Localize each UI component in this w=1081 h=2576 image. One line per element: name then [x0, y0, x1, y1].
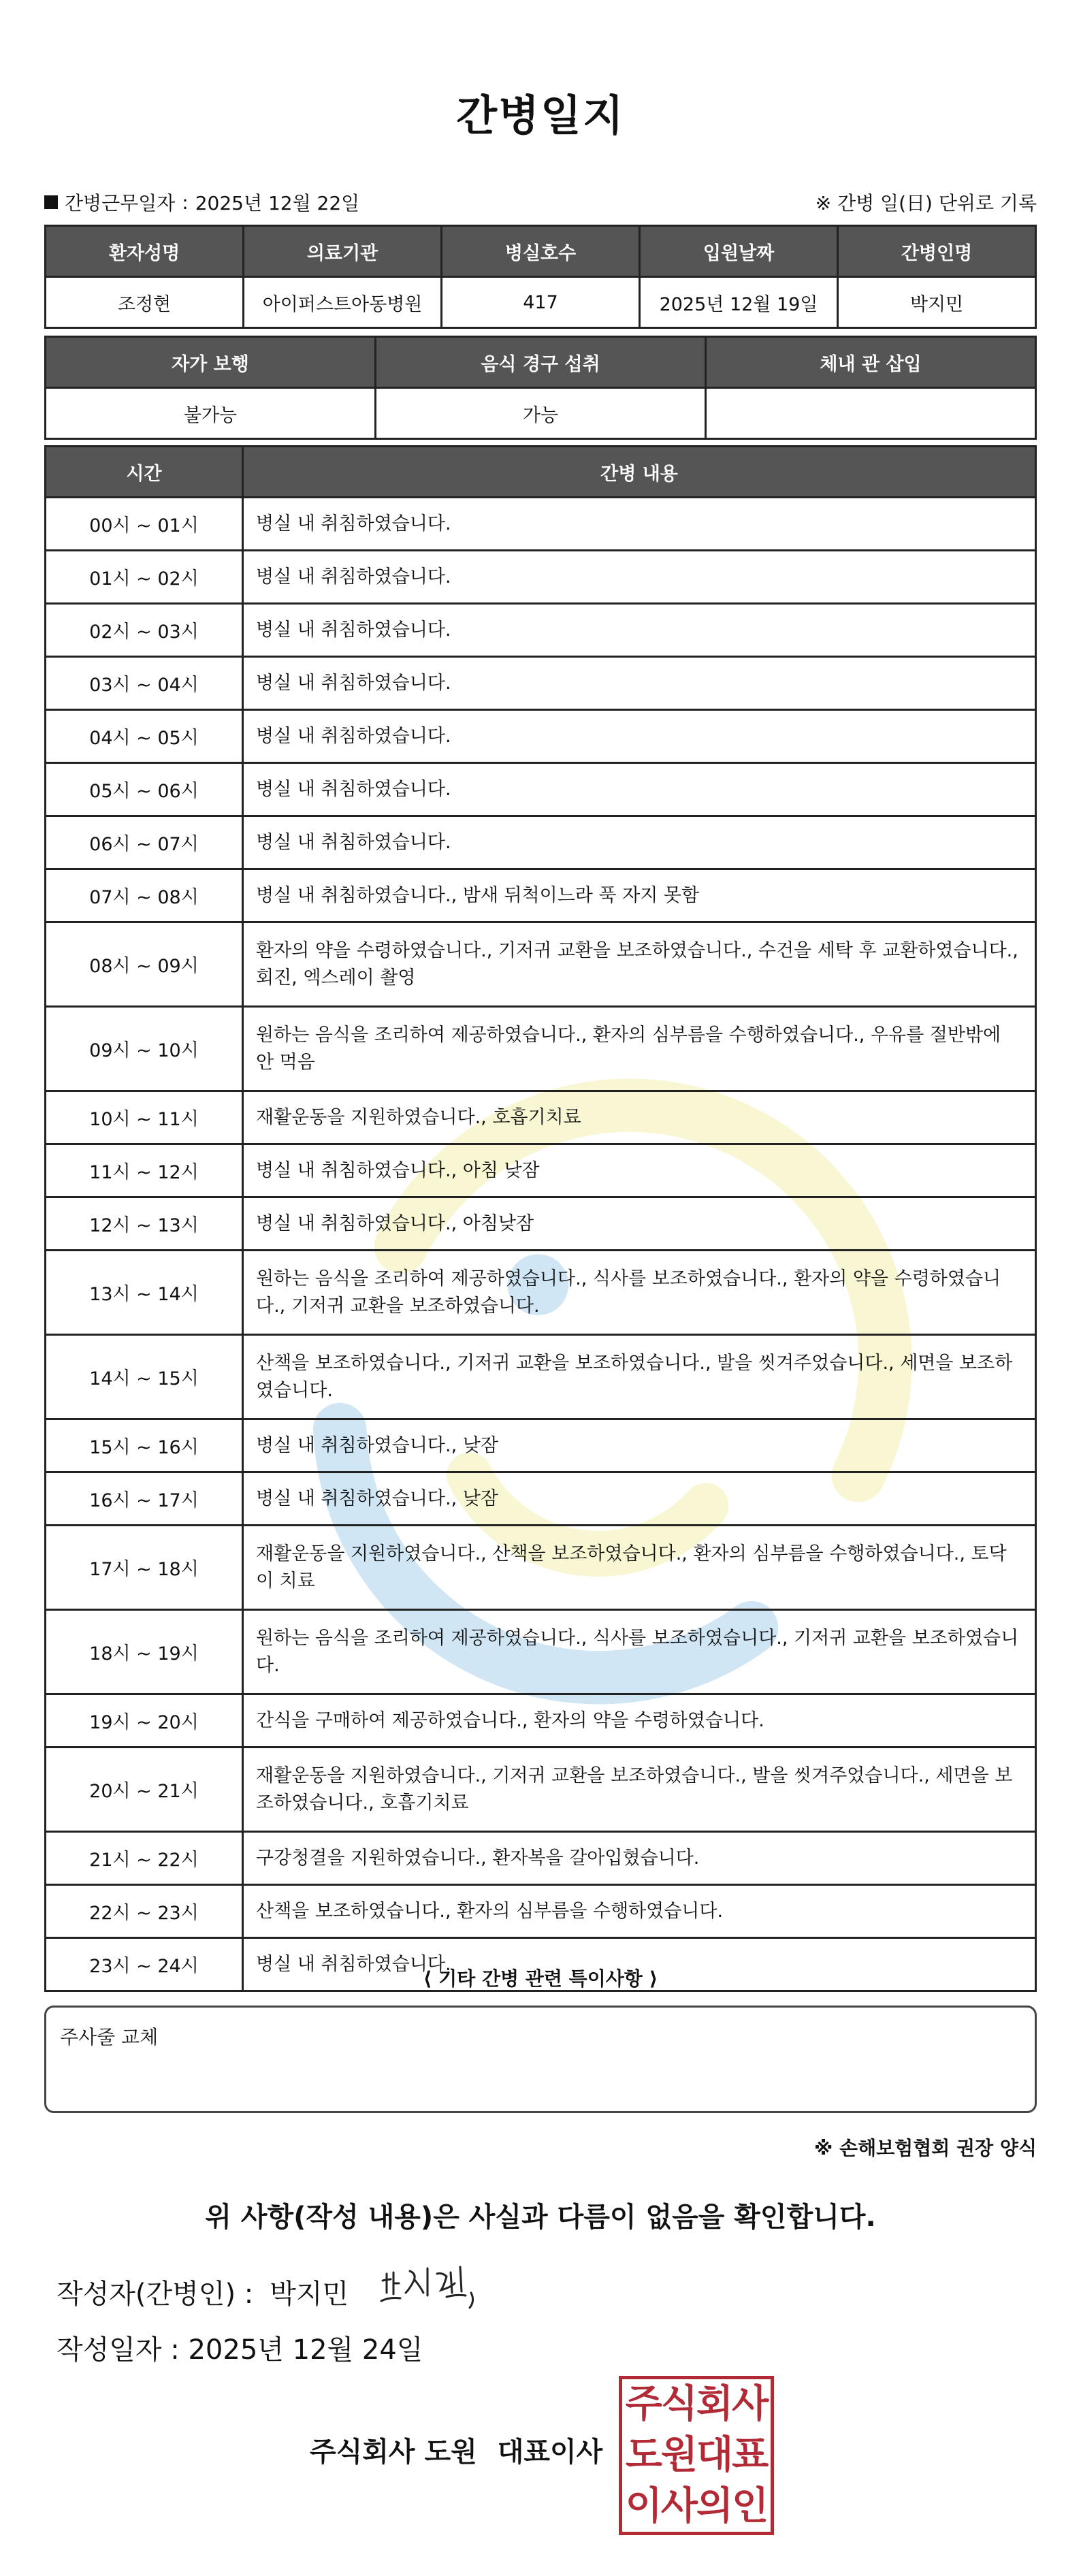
log-content-cell: 병실 내 취침하였습니다.	[243, 710, 1036, 763]
log-time-cell: 17시 ~ 18시	[46, 1526, 243, 1610]
tube-insertion-value	[706, 388, 1036, 439]
table-row	[46, 1144, 1036, 1197]
log-content-cell: 병실 내 취침하였습니다.	[243, 763, 1036, 816]
caregiver-name-header: 간병인명	[838, 226, 1036, 277]
seal-line-3: 이사의인	[625, 2483, 768, 2528]
company-signature-line	[310, 2430, 602, 2469]
content-header: 간병 내용	[243, 447, 1036, 498]
patient-info-table	[44, 225, 1037, 329]
patient-name-header: 환자성명	[46, 226, 244, 277]
seal-line-1: 주식회사	[625, 2382, 768, 2427]
log-time-cell: 05시 ~ 06시	[46, 763, 243, 816]
log-time-cell: 12시 ~ 13시	[46, 1197, 243, 1251]
log-time-cell: 16시 ~ 17시	[46, 1472, 243, 1526]
log-content-cell: 재활운동을 지원하였습니다., 호흡기치료	[243, 1091, 1036, 1144]
notes-text: 주사줄 교체	[60, 2026, 159, 2048]
log-content-cell: 재활운동을 지원하였습니다., 산책을 보조하였습니다., 환자의 심부름을 수행하였습니다., 토닥이 치료	[243, 1526, 1036, 1610]
company-seal-stamp	[619, 2376, 774, 2535]
written-date-label: 작성일자 :	[57, 2334, 180, 2366]
log-time-cell: 19시 ~ 20시	[46, 1694, 243, 1748]
table-row	[46, 1748, 1036, 1832]
table-row	[46, 1091, 1036, 1144]
log-content-cell: 원하는 음식을 조리하여 제공하였습니다., 식사를 보조하였습니다., 환자의 약을 수령하였습니다., 기저귀 교환을 보조하였습니다.	[243, 1251, 1036, 1335]
table-row	[46, 1419, 1036, 1472]
notes-title: ⟨ 기타 간병 관련 특이사항 ⟩	[423, 1967, 658, 1990]
caregiver-name-value: 박지민	[838, 277, 1036, 328]
log-time-cell: 09시 ~ 10시	[46, 1007, 243, 1091]
written-date-line	[57, 2328, 423, 2367]
care-log-rows	[46, 498, 1036, 1991]
work-date-label: 간병근무일자	[65, 192, 176, 214]
log-time-cell: 07시 ~ 08시	[46, 869, 243, 922]
log-time-cell: 22시 ~ 23시	[46, 1885, 243, 1938]
log-content-cell: 병실 내 취침하였습니다., 아침낮잠	[243, 1197, 1036, 1251]
patient-name-value: 조정현	[46, 277, 244, 328]
log-content-cell: 환자의 약을 수령하였습니다., 기저귀 교환을 보조하였습니다., 수건을 세탁 후 교환하였습니다., 회진, 엑스레이 촬영	[243, 922, 1036, 1007]
log-content-cell: 산책을 보조하였습니다., 환자의 심부름을 수행하였습니다.	[243, 1885, 1036, 1938]
page-title: 간병일지	[456, 91, 625, 140]
log-content-cell: 병실 내 취침하였습니다., 낮잠	[243, 1419, 1036, 1472]
room-number-value: 417	[442, 277, 640, 328]
table-row	[46, 1472, 1036, 1526]
notes-box	[44, 2006, 1037, 2113]
table-row	[46, 922, 1036, 1007]
table-row	[46, 498, 1036, 551]
table-row	[46, 657, 1036, 710]
log-content-cell: 원하는 음식을 조리하여 제공하였습니다., 식사를 보조하였습니다., 기저귀 교환을 보조하였습니다.	[243, 1610, 1036, 1694]
company-title: 대표이사	[497, 2436, 603, 2468]
log-time-cell: 23시 ~ 24시	[46, 1938, 243, 1991]
writer-line	[57, 2272, 349, 2311]
log-content-cell: 병실 내 취침하였습니다.	[243, 657, 1036, 710]
work-date-separator: :	[182, 191, 189, 214]
walking-header: 자가 보행	[46, 337, 376, 388]
oral-intake-header: 음식 경구 섭취	[375, 337, 705, 388]
table-row	[46, 604, 1036, 657]
time-header: 시간	[46, 447, 243, 498]
seal-line-2: 도원대표	[625, 2432, 768, 2477]
log-time-cell: 04시 ~ 05시	[46, 710, 243, 763]
table-row	[46, 1526, 1036, 1610]
log-time-cell: 10시 ~ 11시	[46, 1091, 243, 1144]
log-time-cell: 21시 ~ 22시	[46, 1832, 243, 1885]
log-content-cell: 간식을 구매하여 제공하였습니다., 환자의 약을 수령하였습니다.	[243, 1694, 1036, 1748]
walking-value: 불가능	[46, 388, 376, 439]
work-date-value: 2025년 12월 22일	[195, 192, 360, 214]
room-number-header: 병실호수	[442, 226, 640, 277]
log-content-cell: 병실 내 취침하였습니다.	[243, 1938, 1036, 1991]
log-time-cell: 15시 ~ 16시	[46, 1419, 243, 1472]
tube-insertion-header: 체내 관 삽입	[706, 337, 1036, 388]
ability-info-table	[44, 336, 1037, 440]
table-row	[46, 1197, 1036, 1251]
admission-date-value: 2025년 12월 19일	[640, 277, 838, 328]
table-row	[46, 1694, 1036, 1748]
log-content-cell: 산책을 보조하였습니다., 기저귀 교환을 보조하였습니다., 발을 씻겨주었습니다., 세면을 보조하였습니다.	[243, 1335, 1036, 1419]
log-content-cell: 원하는 음식을 조리하여 제공하였습니다., 환자의 심부름을 수행하였습니다., 우유를 절반밖에 안 먹음	[243, 1007, 1036, 1091]
table-row	[46, 1007, 1036, 1091]
table-row	[46, 1251, 1036, 1335]
log-content-cell: 병실 내 취침하였습니다.	[243, 816, 1036, 869]
log-time-cell: 08시 ~ 09시	[46, 922, 243, 1007]
log-content-cell: 병실 내 취침하였습니다., 낮잠	[243, 1472, 1036, 1526]
log-time-cell: 03시 ~ 04시	[46, 657, 243, 710]
care-log-table	[44, 445, 1037, 1992]
table-row	[46, 869, 1036, 922]
table-row	[46, 816, 1036, 869]
log-content-cell: 병실 내 취침하였습니다.	[243, 498, 1036, 551]
log-time-cell: 00시 ~ 01시	[46, 498, 243, 551]
log-time-cell: 01시 ~ 02시	[46, 551, 243, 604]
table-row	[46, 1885, 1036, 1938]
log-time-cell: 14시 ~ 15시	[46, 1335, 243, 1419]
table-row	[46, 710, 1036, 763]
log-content-cell: 구강청결을 지원하였습니다., 환자복을 갈아입혔습니다.	[243, 1832, 1036, 1885]
log-content-cell: 병실 내 취침하였습니다.	[243, 551, 1036, 604]
recommend-note: ※ 손해보험협회 권장 양식	[814, 2137, 1037, 2159]
log-content-cell: 병실 내 취침하였습니다., 밤새 뒤척이느라 푹 자지 못함	[243, 869, 1036, 922]
writer-label: 작성자(간병인) :	[57, 2279, 254, 2310]
log-time-cell: 18시 ~ 19시	[46, 1610, 243, 1694]
admission-date-header: 입원날짜	[640, 226, 838, 277]
institution-header: 의료기관	[244, 226, 442, 277]
unit-note: ※ 간병 일(日) 단위로 기록	[815, 192, 1037, 214]
table-row	[46, 1335, 1036, 1419]
institution-value: 아이퍼스트아동병원	[244, 277, 442, 328]
log-time-cell: 06시 ~ 07시	[46, 816, 243, 869]
writer-name: 박지민	[270, 2279, 349, 2310]
table-row	[46, 763, 1036, 816]
log-content-cell: 병실 내 취침하였습니다.	[243, 604, 1036, 657]
handwritten-signature	[376, 2253, 491, 2315]
company-name: 주식회사 도원	[310, 2436, 477, 2468]
log-time-cell: 11시 ~ 12시	[46, 1144, 243, 1197]
oral-intake-value: 가능	[375, 388, 705, 439]
written-date-value: 2025년 12월 24일	[188, 2334, 423, 2366]
square-bullet-icon	[44, 195, 58, 209]
table-row	[46, 1610, 1036, 1694]
log-time-cell: 20시 ~ 21시	[46, 1748, 243, 1832]
table-row	[46, 551, 1036, 604]
log-content-cell: 병실 내 취침하였습니다., 아침 낮잠	[243, 1144, 1036, 1197]
log-content-cell: 재활운동을 지원하였습니다., 기저귀 교환을 보조하였습니다., 발을 씻겨주었습니다., 세면을 보조하였습니다., 호흡기치료	[243, 1748, 1036, 1832]
work-date-row	[44, 185, 1037, 219]
log-time-cell: 02시 ~ 03시	[46, 604, 243, 657]
confirmation-statement: 위 사항(작성 내용)은 사실과 다름이 없음을 확인합니다.	[205, 2202, 876, 2233]
table-row	[46, 1832, 1036, 1885]
log-time-cell: 13시 ~ 14시	[46, 1251, 243, 1335]
